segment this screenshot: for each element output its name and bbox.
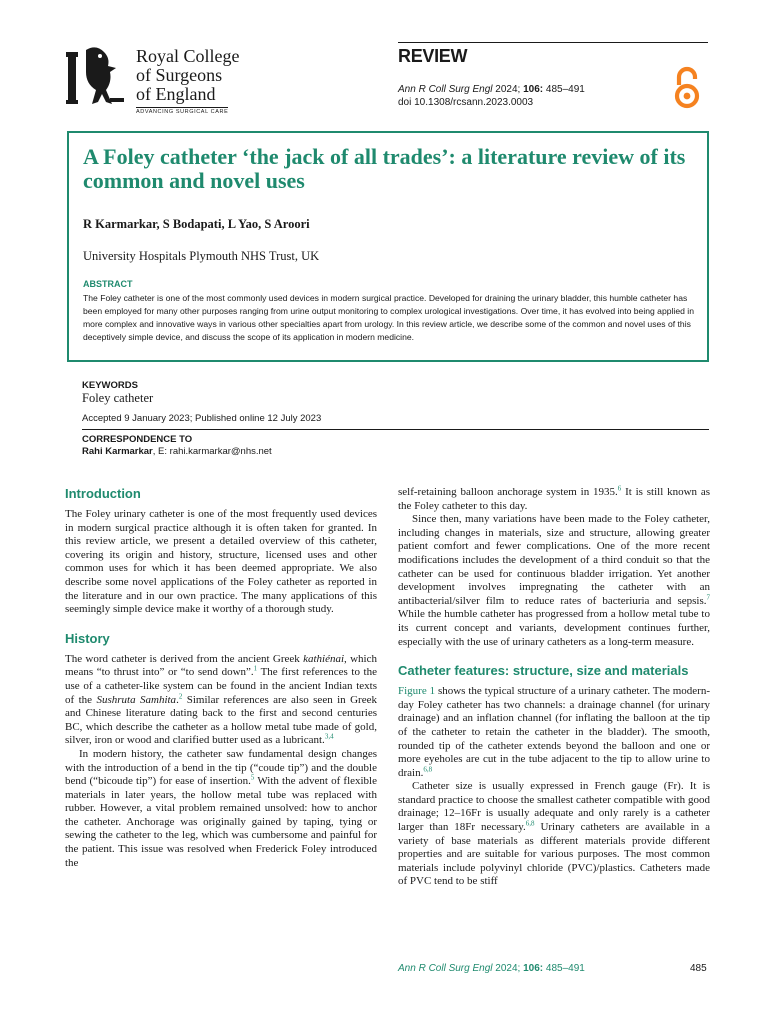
abstract-heading: ABSTRACT — [83, 279, 133, 289]
logo-line-2: of Surgeons — [136, 65, 223, 85]
citation-line — [398, 83, 585, 96]
section-heading-introduction: Introduction — [65, 486, 141, 501]
ref-link[interactable]: 3,4 — [324, 732, 334, 741]
logo-line-1: Royal College — [136, 46, 240, 66]
section-heading-catheter-features: Catheter features: structure, size and materials — [398, 663, 689, 679]
open-access-icon — [674, 66, 700, 110]
sushruta-term: Sushruta Samhita — [96, 693, 177, 706]
keywords-value: Foley catheter — [82, 391, 154, 405]
header-rule — [398, 42, 708, 43]
ref-link[interactable]: 6,8 — [525, 819, 535, 828]
citation-volume: 106: — [523, 84, 544, 95]
rcs-logo — [64, 44, 244, 114]
history-paragraph-4: Since then, many variations have been made to the Foley catheter, including changes in materials, size and structure, allowing greater patient comfort and fewer complications. One of the more recent modifications includes the development of a third conduit so that the catheter can be used for continuous bladder irrigation. Yet another development involves impregnating the catheter with an antibacterial/silver film to reduce rates of bacteriuria and sepsis.$^7$ While the humble catheter has progressed from a hollow metal tube to its current concept and variants, development continues further, especially with the use of urinary catheters as a long-term measure. — [398, 513, 710, 648]
citation-block — [398, 83, 585, 109]
rcs-logo-wordmark — [136, 47, 239, 104]
features-paragraph-2: Catheter size is usually expressed in French gauge (Fr). It is standard practice to choose the smallest catheter compatible with good drainage; 12–16Fr is usually adequate and only rarely is a catheter larger than 18Fr necessary.$^{6,8}$ Urinary catheters are available in a variety of base materials as different materials provide different properties and are suitable for various purposes. The most common materials include polyvinyl chloride (PVC)/plastics. Catheters made of PVC tend to be stiff — [398, 780, 710, 888]
intro-paragraph: The Foley urinary catheter is one of the most frequently used devices in modern surgical practice although it is often taken for granted. In this review article, we present a detailed overview of this catheter, covering its origin and history, structure, licensed uses and other common uses for which it has been deemed appropriate. We also describe some novel applications of the Foley catheter as reported in the literature and in our own practice. The many applications of this seemingly simple device make it worthy of a thorough study. — [65, 508, 377, 616]
correspondence-line — [82, 446, 272, 457]
ref-link[interactable]: 6 — [617, 484, 622, 493]
rcs-crest-icon — [64, 44, 128, 112]
body-column-left — [65, 486, 377, 870]
ref-link[interactable]: 6,8 — [423, 765, 433, 774]
citation-pages: 485–491 — [543, 84, 585, 95]
correspondence-rule — [82, 429, 709, 430]
history-paragraph-2: In modern history, the catheter saw fundamental design changes with the introduction of a bend in the tip (“coude tip”) and the double bend (“bicoude tip”) for ease of insertion.$^5$ With the advent of flexible materials in later years, the hollow metal tube was replaced with rubber. However, a vital problem remained unsolved: how to anchor the catheter. Anchorage was originally gained by taping, tying or sewing the catheter to the leg, which was cumbersome and painful for the patient. This issue was resolved when Frederick Foley introduced the — [65, 747, 377, 869]
footer-citation: Ann R Coll Surg Engl 2024; 106: 485–491 — [398, 963, 585, 974]
correspondence-name: Rahi Karmarkar — [82, 446, 153, 457]
journal-abbrev: Ann R Coll Surg Engl — [398, 84, 493, 95]
ref-link[interactable]: 7 — [706, 593, 710, 602]
correspondence-heading: CORRESPONDENCE TO — [82, 434, 193, 445]
ref-link[interactable]: 1 — [253, 664, 258, 673]
page-number: 485 — [690, 963, 707, 974]
logo-line-3: of England — [136, 84, 216, 104]
article-authors: R Karmarkar, S Bodapati, L Yao, S Aroori — [83, 217, 310, 231]
body-column-right — [398, 486, 710, 889]
section-heading-history: History — [65, 630, 110, 646]
history-paragraph-3: self-retaining balloon anchorage system in 1935.$^6$ It is still known as the Foley catheter to this day. — [398, 484, 710, 512]
title-box — [67, 131, 709, 362]
keywords-heading: KEYWORDS — [82, 380, 138, 391]
ref-link[interactable]: 5 — [250, 773, 255, 782]
greek-term: kathiénai — [303, 652, 345, 665]
correspondence-email[interactable]: , E: rahi.karmarkar@nhs.net — [152, 446, 272, 457]
footer-journal: Ann R Coll Surg Engl — [398, 963, 493, 974]
figure-1-link[interactable]: Figure 1 — [398, 685, 436, 698]
footer-volume: 106: — [523, 963, 544, 974]
article-title: A Foley catheter ‘the jack of all trades’: a literature review of its common and novel uses — [83, 144, 686, 193]
logo-tagline: ADVANCING SURGICAL CARE — [136, 109, 229, 115]
abstract-text: The Foley catheter is one of the most commonly used devices in modern surgical practice. Developed for draining the urinary bladder, this humble catheter has been employed for many other purposes ranging from urine output monitoring to complex urological investigations. Over time, it has evolved into being applied in more complex and innovative ways in various other specialties apart from urology. In this review article, we describe some of the common and novel uses of this deceptively simple device, and discuss the scope of its application in modern medicine. — [83, 293, 694, 342]
ref-link[interactable]: 2 — [178, 691, 183, 700]
citation-year: 2024; — [492, 84, 524, 95]
features-paragraph-1: Figure 1 shows the typical structure of a urinary catheter. The modern-day Foley catheter has two channels: a drainage channel (for urinary drainage) and an inflation channel (for inflating the balloon at the tip of the catheter to retain the catheter in the bladder). The smooth, rounded tip of the catheter extends beyond the balloon and one or more eyeholes are cut in the tube adjacent to the tip to allow urine to drain.$^{6,8}$ — [398, 685, 710, 779]
publication-dates: Accepted 9 January 2023; Published online 12 July 2023 — [82, 413, 322, 424]
doi-link[interactable]: doi 10.1308/rcsann.2023.0003 — [398, 97, 534, 108]
article-affiliation: University Hospitals Plymouth NHS Trust, UK — [83, 249, 320, 263]
history-paragraph-1: The word catheter is derived from the ancient Greek kathiénai, which means “to thrust into” or “to send down”.$^1$ The first references to the use of a catheter-like system can be found in the ancient Indian texts of the Sushruta Samhita.$^2$ Similar references are also seen in Greek and Chinese literature dating back to the first and second centuries BC, which describe the catheter as a hollow metal tube made of gold, silver, iron or wood and clarified butter used as a lubricant.$^{3,4}$ — [65, 652, 377, 747]
article-type-label: REVIEW — [398, 46, 468, 66]
